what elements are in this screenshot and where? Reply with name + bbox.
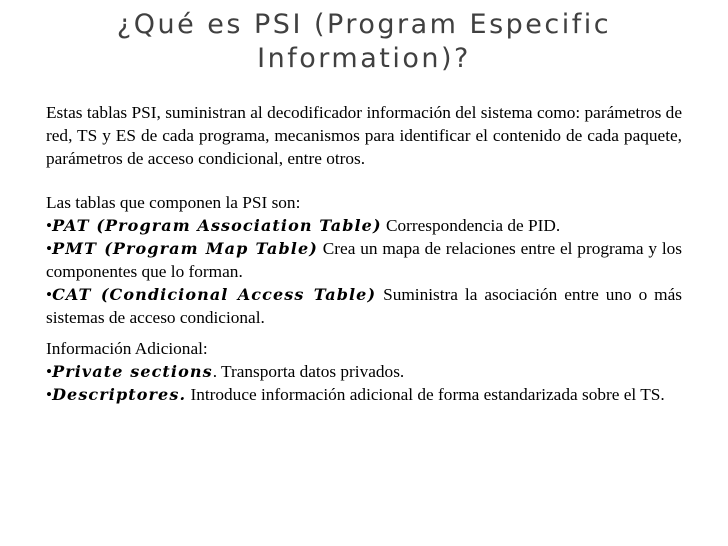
bullet-private-sections [46, 360, 682, 383]
bullet-pmt [46, 237, 682, 283]
slide-body [46, 101, 682, 406]
title-line-2: Information)? [257, 43, 471, 74]
term-pmt: PMT (Program Map Table) [52, 239, 318, 258]
tables-heading: Las tablas que componen la PSI son: [46, 193, 301, 212]
term-descriptores: Descriptores. [52, 385, 187, 404]
term-private-sections: Private sections [52, 362, 213, 381]
desc-pmt: Crea un mapa de relaciones entre el programa y los componentes que lo forman. [46, 239, 682, 281]
slide-title [40, 8, 688, 76]
bullet-dot: • [46, 362, 53, 381]
bullet-dot: • [46, 239, 53, 258]
desc-pat: Correspondencia de PID. [381, 216, 561, 235]
additional-heading: Información Adicional: [46, 339, 208, 358]
desc-cat: Suministra la asociación entre uno o más sistemas de acceso condicional. [46, 285, 682, 327]
desc-private-sections: . Transporta datos privados. [212, 362, 405, 381]
term-cat: CAT (Condicional Access Table) [52, 285, 377, 304]
bullet-dot: • [46, 216, 53, 235]
term-pat: PAT (Program Association Table) [52, 216, 382, 235]
desc-descriptores: Introduce información adicional de forma estandarizada sobre el TS. [186, 385, 665, 404]
bullet-dot: • [46, 285, 53, 304]
bullet-dot: • [46, 385, 53, 404]
bullet-pat [46, 214, 682, 237]
intro-paragraph: Estas tablas PSI, suministran al decodificador información del sistema como: parámetros de red, TS y ES de cada programa, mecanismos para identificar el contenido de cada paquete, parámetros de acceso condicional, entre otros. [46, 103, 682, 168]
bullet-cat [46, 283, 682, 329]
title-line-1: ¿Qué es PSI (Program Especific [116, 9, 612, 40]
bullet-descriptores [46, 383, 682, 406]
